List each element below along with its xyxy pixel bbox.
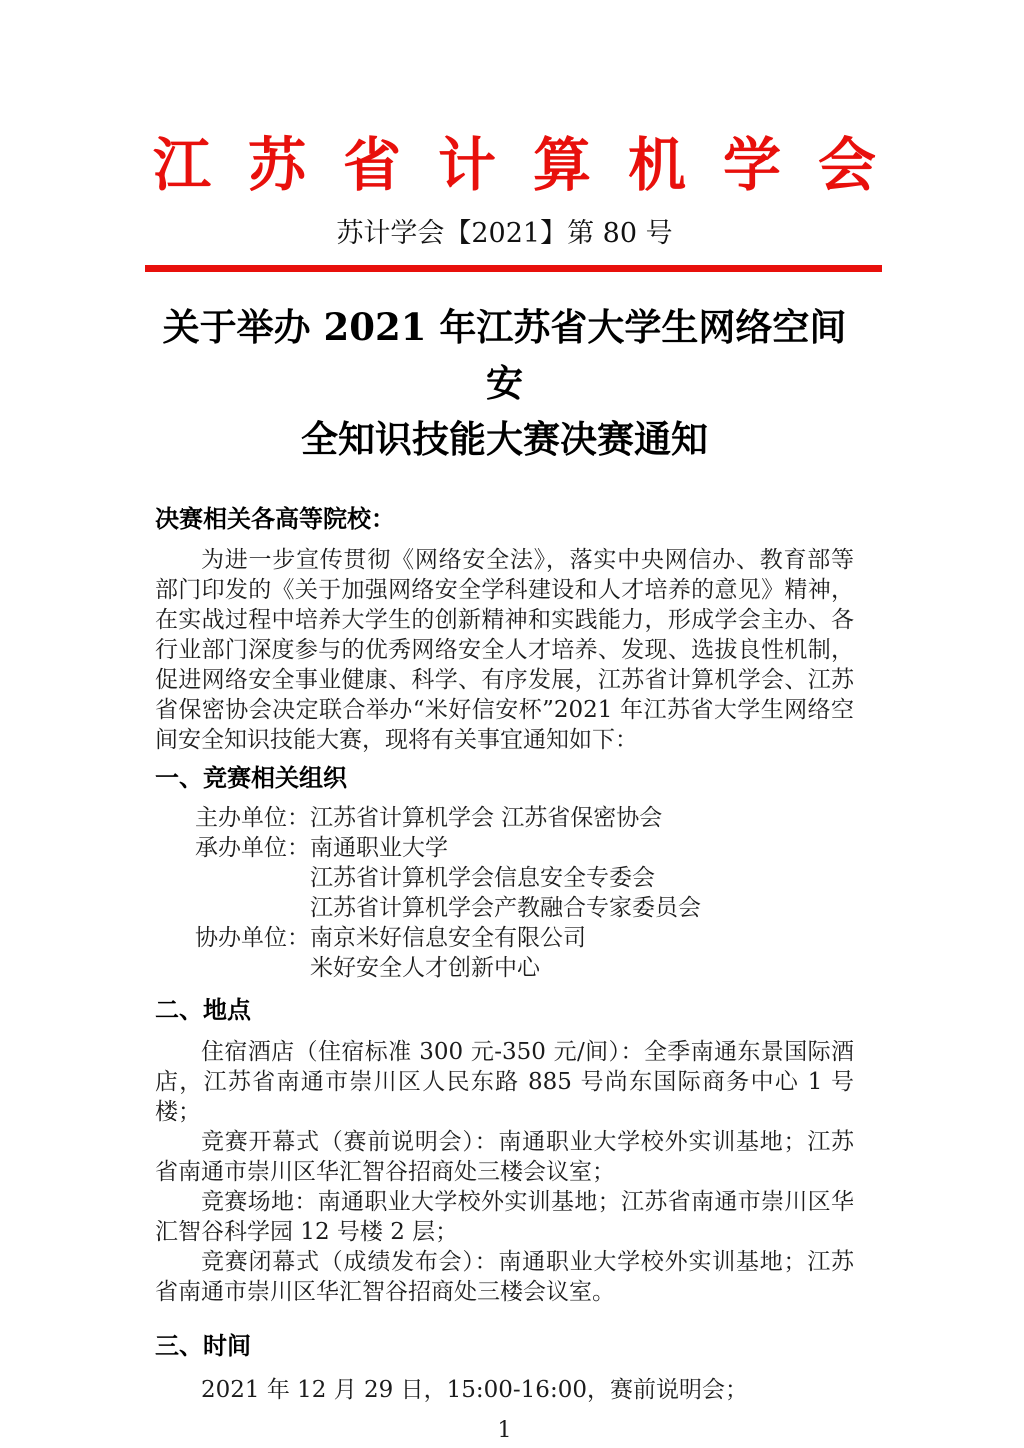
document-title [155,299,854,467]
location-paragraph-closing: 竞赛闭幕式（成绩发布会）：南通职业大学校外实训基地；江苏省南通市崇川区华汇智谷招商处三楼会议室。 [155,1249,854,1305]
red-divider-rule [145,265,882,272]
section-heading-location: 二、地点 [155,996,251,1024]
page-number: 1 [497,1418,512,1443]
org-row-host [155,803,854,833]
org-lines-organizer [310,833,854,923]
org-line: 江苏省计算机学会 江苏省保密协会 [310,805,663,831]
intro-paragraph: 为进一步宣传贯彻《网络安全法》，落实中央网信办、教育部等部门印发的《关于加强网络安全学科建设和人才培养的意见》精神，在实战过程中培养大学生的创新精神和实践能力，形成学会主办、各行业部门深度参与的优秀网络安全人才培养、发现、选拔良性机制，促进网络安全事业健康、科学、有序发展，江苏省计算机学会、江苏省保密协会决定联合举办“米好信安杯”2021 年江苏省大学生网络空间安全知识技能大赛，现将有关事宜通知如下： [155,547,854,753]
letterhead [153,0,876,272]
location-paragraph-hotel: 住宿酒店（住宿标准 300 元-350 元/间）：全季南通东景国际酒店，江苏省南通市崇川区人民东路 885 号尚东国际商务中心 1 号楼； [155,1039,854,1125]
location-paragraph-opening: 竞赛开幕式（赛前说明会）：南通职业大学校外实训基地；江苏省南通市崇川区华汇智谷招商处三楼会议室； [155,1129,854,1185]
org-lines-coorganizer [310,923,854,983]
org-row-coorganizer [155,923,854,983]
org-line: 南京米好信息安全有限公司 [310,925,586,951]
document-number: 苏计学会【2021】第 80 号 [336,218,673,249]
org-line: 米好安全人才创新中心 [310,955,540,981]
location-paragraph-venue: 竞赛场地：南通职业大学校外实训基地；江苏省南通市崇川区华汇智谷科学园 12 号楼 2 层； [155,1189,854,1245]
location-paragraphs [155,1037,854,1307]
section-heading-time: 三、时间 [155,1332,251,1360]
document-title-line2: 全知识技能大赛决赛通知 [301,417,708,461]
org-line: 江苏省计算机学会产教融合专家委员会 [310,895,701,921]
org-row-organizer [155,833,854,923]
letterhead-org-name: 江 苏 省 计 算 机 学 会 [153,131,876,199]
org-lines-host [310,803,854,833]
org-label-organizer: 承办单位： [195,835,310,861]
time-paragraph: 2021 年 12 月 29 日，15:00-16:00，赛前说明会； [201,1377,748,1403]
salutation: 决赛相关各高等院校： [155,505,395,533]
org-label-host: 主办单位： [195,805,310,831]
org-line: 江苏省计算机学会信息安全专委会 [310,865,655,891]
organization-list [155,803,854,983]
section-heading-organization: 一、竞赛相关组织 [155,764,347,792]
org-line: 南通职业大学 [310,835,448,861]
document-title-line1: 关于举办 2021 年江苏省大学生网络空间安 [162,305,847,405]
org-label-coorganizer: 协办单位： [195,925,310,951]
